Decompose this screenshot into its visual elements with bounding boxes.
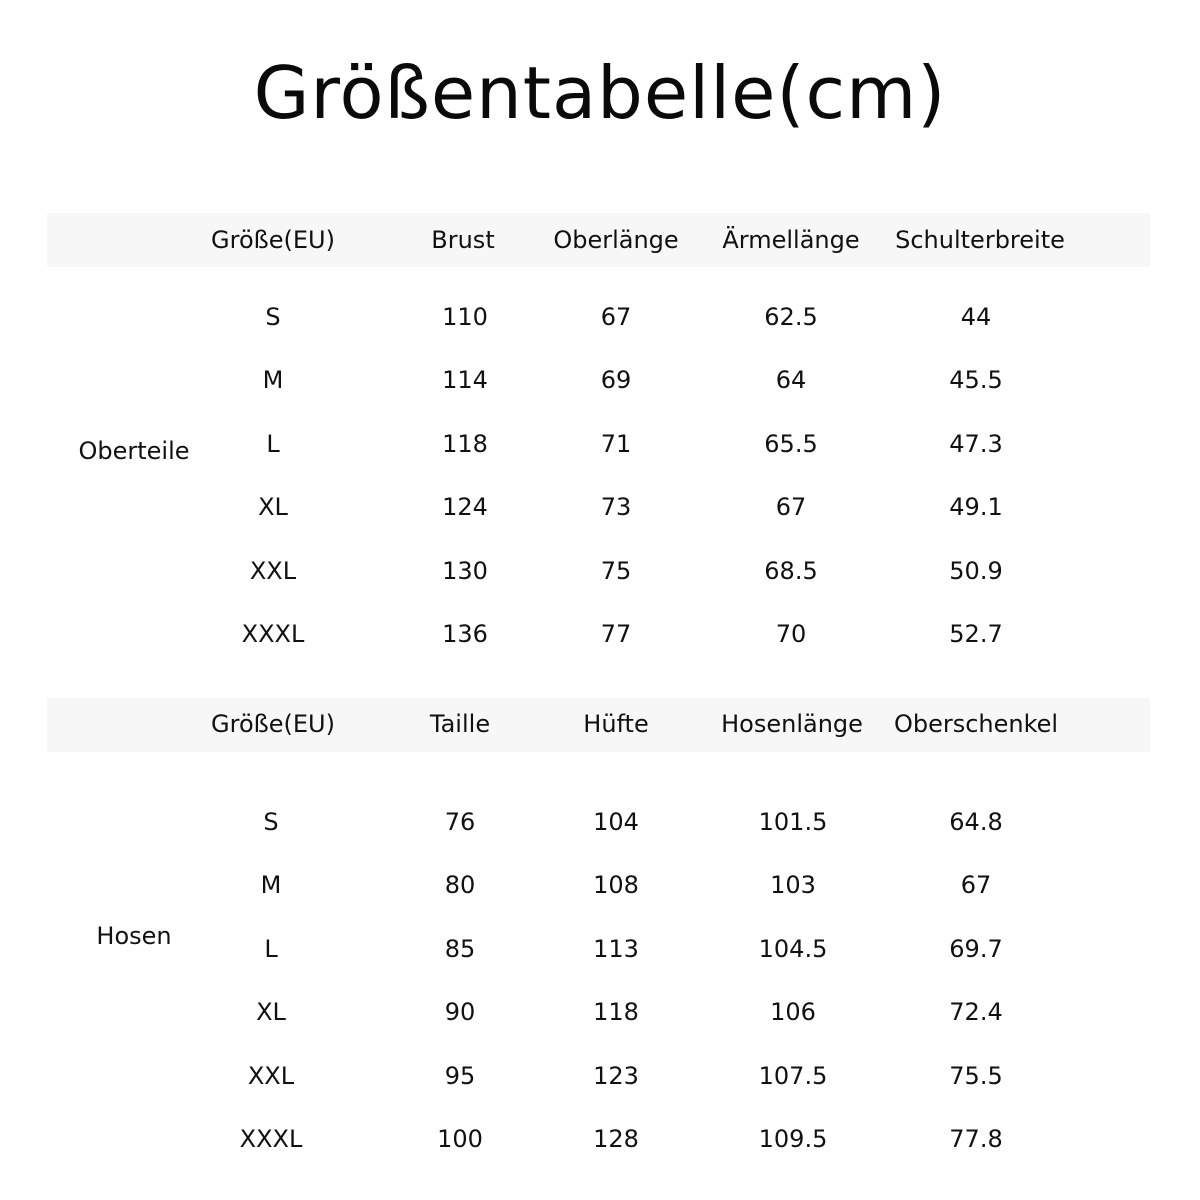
- table-cell-waist: 76: [444, 808, 476, 836]
- table-cell-chest: 130: [442, 557, 488, 585]
- table-cell-chest: 124: [442, 493, 488, 521]
- table-cell-sleeve-length: 62.5: [764, 303, 818, 331]
- table-cell-hip: 118: [593, 998, 639, 1026]
- group-label-tops: Oberteile: [78, 437, 190, 465]
- group-label-pants: Hosen: [96, 922, 172, 950]
- table-cell-pants-length: 101.5: [758, 808, 828, 836]
- table-cell-size: XL: [256, 998, 286, 1026]
- table-cell-thigh: 67: [960, 871, 992, 899]
- header-hip: Hüfte: [583, 710, 649, 738]
- table-cell-shoulder-width: 45.5: [949, 366, 1003, 394]
- table-cell-size: L: [264, 935, 278, 963]
- header-chest: Brust: [431, 226, 495, 254]
- table-cell-top-length: 77: [600, 620, 632, 648]
- table-cell-pants-length: 106: [770, 998, 816, 1026]
- table-cell-sleeve-length: 64: [775, 366, 807, 394]
- table-cell-size: XL: [258, 493, 288, 521]
- header-top-length: Oberlänge: [553, 226, 679, 254]
- table-cell-size: XXXL: [239, 1125, 303, 1153]
- table-cell-shoulder-width: 49.1: [949, 493, 1003, 521]
- table-cell-top-length: 75: [600, 557, 632, 585]
- table-cell-shoulder-width: 47.3: [949, 430, 1003, 458]
- table-cell-hip: 108: [593, 871, 639, 899]
- table-cell-top-length: 67: [600, 303, 632, 331]
- table-cell-chest: 110: [442, 303, 488, 331]
- table-cell-thigh: 64.8: [949, 808, 1003, 836]
- table-cell-top-length: 73: [600, 493, 632, 521]
- table-cell-thigh: 75.5: [949, 1062, 1003, 1090]
- table-cell-shoulder-width: 44: [960, 303, 992, 331]
- table-cell-chest: 118: [442, 430, 488, 458]
- table-cell-sleeve-length: 68.5: [764, 557, 818, 585]
- table-cell-size: M: [260, 871, 282, 899]
- table-cell-waist: 85: [444, 935, 476, 963]
- table-cell-sleeve-length: 70: [775, 620, 807, 648]
- header-thigh: Oberschenkel: [893, 710, 1059, 738]
- page-title: Größentabelle(cm): [253, 51, 947, 135]
- table-cell-waist: 95: [444, 1062, 476, 1090]
- table-cell-thigh: 69.7: [949, 935, 1003, 963]
- table-cell-size: XXL: [247, 1062, 295, 1090]
- table-cell-top-length: 69: [600, 366, 632, 394]
- table-cell-pants-length: 107.5: [758, 1062, 828, 1090]
- header-waist: Taille: [429, 710, 491, 738]
- table-cell-thigh: 77.8: [949, 1125, 1003, 1153]
- header-size: Größe(EU): [211, 710, 335, 738]
- table-cell-waist: 80: [444, 871, 476, 899]
- table-cell-chest: 136: [442, 620, 488, 648]
- table-cell-size: S: [263, 808, 279, 836]
- table-cell-pants-length: 109.5: [758, 1125, 828, 1153]
- table-cell-top-length: 71: [600, 430, 632, 458]
- table-cell-size: M: [262, 366, 284, 394]
- table-cell-shoulder-width: 50.9: [949, 557, 1003, 585]
- header-shoulder-width: Schulterbreite: [895, 226, 1065, 254]
- table-cell-hip: 128: [593, 1125, 639, 1153]
- table-cell-hip: 123: [593, 1062, 639, 1090]
- table-cell-hip: 104: [593, 808, 639, 836]
- table-cell-waist: 100: [437, 1125, 483, 1153]
- table-cell-sleeve-length: 67: [775, 493, 807, 521]
- table-cell-size: S: [265, 303, 281, 331]
- table-cell-pants-length: 103: [770, 871, 816, 899]
- table-cell-chest: 114: [442, 366, 488, 394]
- header-pants-length: Hosenlänge: [721, 710, 863, 738]
- table-cell-waist: 90: [444, 998, 476, 1026]
- table-cell-thigh: 72.4: [949, 998, 1003, 1026]
- table-cell-size: XXL: [249, 557, 297, 585]
- table-cell-pants-length: 104.5: [758, 935, 828, 963]
- table-cell-shoulder-width: 52.7: [949, 620, 1003, 648]
- header-sleeve-length: Ärmellänge: [722, 226, 860, 254]
- table-cell-sleeve-length: 65.5: [764, 430, 818, 458]
- header-size: Größe(EU): [211, 226, 335, 254]
- table-cell-size: L: [266, 430, 280, 458]
- table-cell-hip: 113: [593, 935, 639, 963]
- table-cell-size: XXXL: [241, 620, 305, 648]
